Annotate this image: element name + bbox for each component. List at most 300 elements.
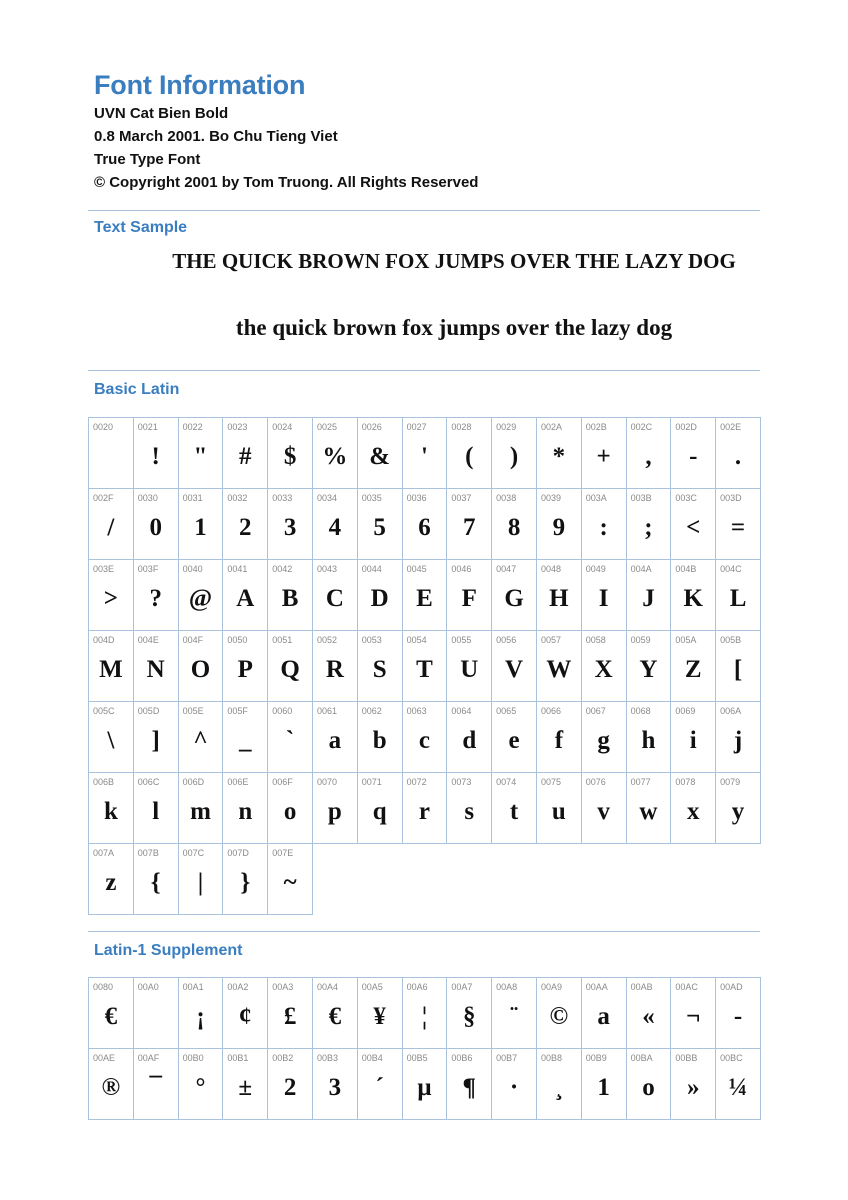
glyph-character: w [639,798,658,825]
glyph-cell [133,1049,178,1120]
glyph-character: h [641,727,656,754]
glyph-character: a [597,1003,610,1030]
glyph-cell [178,1049,223,1120]
glyph-codepoint: 0038 [496,493,517,503]
glyph-codepoint: 0043 [316,564,338,574]
glyph-cell [447,1049,492,1120]
glyph-codepoint: 0053 [361,635,382,645]
glyph-codepoint: 00AE [93,1053,116,1063]
section-heading-text-sample: Text Sample [94,219,188,236]
glyph-character: J [642,585,655,612]
glyph-codepoint: 0031 [182,493,203,503]
glyph-character: ` [285,727,295,754]
glyph-cell [671,773,716,844]
empty-cell [671,844,716,915]
glyph-cell [581,978,626,1049]
glyph-codepoint: 0033 [272,493,293,503]
glyph-codepoint: 0042 [272,564,293,574]
glyph-cell [492,773,537,844]
glyph-character: G [504,585,524,612]
glyph-codepoint: 0022 [182,422,203,432]
glyph-codepoint: 0035 [361,493,382,503]
glyph-character: X [594,656,613,683]
glyph-codepoint: 0066 [540,706,561,716]
glyph-character: M [99,656,123,683]
glyph-cell [716,978,761,1049]
glyph-character: ¯ [149,1074,162,1101]
glyph-character: @ [188,585,213,612]
glyph-cell [178,702,223,773]
empty-cell [447,844,492,915]
glyph-codepoint: 0073 [451,777,472,787]
glyph-codepoint: 0020 [93,422,114,432]
glyph-codepoint: 00A3 [272,982,294,992]
glyph-cell [671,560,716,631]
glyph-codepoint: 0026 [361,422,382,432]
glyph-character: \ [107,727,115,754]
glyph-codepoint: 0063 [406,706,427,716]
glyph-cell [671,631,716,702]
glyph-codepoint: 00A7 [451,982,473,992]
glyph-cell [536,702,581,773]
glyph-character: s [464,798,475,825]
glyph-codepoint: 00AB [630,982,653,992]
glyph-cell [268,978,313,1049]
glyph-codepoint: 00B4 [361,1053,383,1063]
glyph-cell [133,702,178,773]
glyph-codepoint: 00AF [137,1053,160,1063]
glyph-character: © [549,1003,569,1030]
glyph-codepoint: 006C [137,777,160,787]
glyph-character: 3 [283,514,297,541]
glyph-character: y [731,798,745,825]
glyph-character: x [687,798,700,825]
glyph-character: « [642,1003,655,1030]
glyph-cell [581,489,626,560]
glyph-codepoint: 0045 [406,564,427,574]
glyph-codepoint: 00B1 [227,1053,249,1063]
empty-cell [312,844,357,915]
glyph-character: ¬ [686,1003,701,1030]
glyph-cell [492,631,537,702]
glyph-cell [447,631,492,702]
glyph-codepoint: 0079 [720,777,741,787]
glyph-row [89,702,761,773]
glyph-codepoint: 0075 [540,777,561,787]
glyph-cell [402,631,447,702]
glyph-cell [447,560,492,631]
glyph-character: K [683,585,703,612]
glyph-codepoint: 0032 [227,493,248,503]
glyph-cell [178,978,223,1049]
glyph-cell [223,702,268,773]
glyph-codepoint: 0047 [496,564,517,574]
glyph-cell [581,418,626,489]
glyph-codepoint: 00B6 [451,1053,473,1063]
glyph-codepoint: 0029 [496,422,517,432]
glyph-row [89,560,761,631]
glyph-codepoint: 007B [137,848,159,858]
glyph-cell [492,702,537,773]
empty-cell [402,844,447,915]
glyph-character: | [197,869,204,896]
glyph-cell [312,418,357,489]
page-title: Font Information [94,70,306,100]
glyph-character: £ [283,1003,297,1030]
glyph-character: ? [149,585,162,612]
glyph-cell [357,418,402,489]
glyph-character: I [598,585,609,612]
section-heading-latin1: Latin-1 Supplement [94,942,243,959]
glyph-cell [716,631,761,702]
glyph-character: ¸ [554,1074,564,1101]
glyph-row [89,418,761,489]
font-type: True Type Font [94,151,201,168]
glyph-character: % [322,443,348,470]
glyph-codepoint: 004D [93,635,115,645]
glyph-codepoint: 0055 [451,635,472,645]
glyph-cell [447,773,492,844]
glyph-character: o [283,798,297,825]
glyph-character: 0 [149,514,162,541]
glyph-codepoint: 0025 [316,422,338,432]
glyph-character: / [107,514,115,541]
glyph-character: . [734,443,742,470]
glyph-cell [268,702,313,773]
empty-cell [581,844,626,915]
glyph-cell [312,1049,357,1120]
glyph-codepoint: 0060 [272,706,293,716]
glyph-codepoint: 0069 [675,706,696,716]
glyph-cell [223,1049,268,1120]
glyph-codepoint: 003C [675,493,697,503]
glyph-character: { [150,869,161,896]
glyph-codepoint: 005E [182,706,204,716]
glyph-codepoint: 00AC [675,982,698,992]
glyph-cell [89,1049,134,1120]
glyph-character: " [193,443,208,470]
glyph-cell [89,418,134,489]
glyph-character: ) [509,443,519,470]
glyph-cell [178,631,223,702]
font-name: UVN Cat Bien Bold [94,105,229,122]
glyph-character: · [509,1074,519,1101]
glyph-character: # [239,443,252,470]
glyph-character: [ [733,656,743,683]
glyph-cell [312,773,357,844]
glyph-cell [581,702,626,773]
glyph-character: S [372,656,387,683]
glyph-codepoint: 0052 [316,635,338,645]
glyph-character: ¶ [462,1074,477,1101]
glyph-cell [268,1049,313,1120]
glyph-character: Z [684,656,702,683]
glyph-cell [357,560,402,631]
glyph-character: 9 [552,514,566,541]
glyph-codepoint: 004B [675,564,697,574]
glyph-cell [581,560,626,631]
divider [88,210,760,211]
glyph-cell [133,978,178,1049]
glyph-cell [716,489,761,560]
glyph-cell [671,418,716,489]
glyph-codepoint: 0036 [406,493,427,503]
glyph-codepoint: 00A6 [406,982,428,992]
glyph-character: 1 [194,514,207,541]
glyph-codepoint: 0065 [496,706,517,716]
glyph-cell [626,1049,671,1120]
glyph-cell [223,489,268,560]
glyph-character: d [462,727,477,754]
font-version: 0.8 March 2001. Bo Chu Tieng Viet [94,128,338,145]
empty-cell [626,844,671,915]
glyph-cell [536,489,581,560]
glyph-character: r [418,798,431,825]
glyph-cell [312,978,357,1049]
glyph-cell [671,702,716,773]
glyph-codepoint: 006A [720,706,742,716]
glyph-cell [133,418,178,489]
glyph-codepoint: 0076 [585,777,606,787]
glyph-cell [492,1049,537,1120]
glyph-cell [492,560,537,631]
glyph-character: v [597,798,610,825]
glyph-codepoint: 00A0 [137,982,159,992]
glyph-codepoint: 0058 [585,635,606,645]
glyph-codepoint: 0034 [316,493,338,503]
glyph-character: 7 [463,514,476,541]
glyph-character: a [328,727,342,754]
glyph-row [89,631,761,702]
glyph-codepoint: 00B0 [182,1053,204,1063]
glyph-cell [268,844,313,915]
glyph-cell [402,1049,447,1120]
glyph-codepoint: 00AA [585,982,608,992]
glyph-cell [89,844,134,915]
glyph-codepoint: 00B2 [272,1053,294,1063]
glyph-character: ] [151,727,160,754]
glyph-cell [133,560,178,631]
glyph-codepoint: 0072 [406,777,427,787]
glyph-cell [89,560,134,631]
glyph-codepoint: 0062 [361,706,382,716]
glyph-cell [402,773,447,844]
glyph-codepoint: 006B [93,777,115,787]
glyph-codepoint: 007E [272,848,294,858]
glyph-cell [447,978,492,1049]
glyph-character: - [733,1003,743,1030]
glyph-cell [581,1049,626,1120]
glyph-character: j [733,727,743,754]
glyph-codepoint: 005B [720,635,742,645]
glyph-cell [716,1049,761,1120]
glyph-codepoint: 002D [675,422,697,432]
glyph-cell [357,978,402,1049]
glyph-codepoint: 0039 [540,493,561,503]
glyph-codepoint: 007C [182,848,205,858]
glyph-character: ¨ [509,1003,519,1030]
glyph-cell [626,773,671,844]
glyph-character: V [505,656,524,683]
glyph-cell [89,631,134,702]
glyph-codepoint: 004F [182,635,204,645]
glyph-character: t [509,798,519,825]
glyph-codepoint: 0030 [137,493,158,503]
glyph-character: _ [239,727,252,754]
glyph-codepoint: 00B5 [406,1053,428,1063]
glyph-cell [716,560,761,631]
glyph-cell [447,702,492,773]
glyph-character: = [730,514,746,541]
glyph-codepoint: 006E [227,777,249,787]
glyph-cell [268,560,313,631]
glyph-codepoint: 0050 [227,635,248,645]
glyph-character: + [596,443,611,470]
glyph-character: D [370,585,389,612]
glyph-codepoint: 0068 [630,706,651,716]
glyph-cell [133,631,178,702]
glyph-cell [312,560,357,631]
glyph-cell [536,560,581,631]
glyph-character: C [325,585,344,612]
glyph-cell [492,418,537,489]
glyph-codepoint: 00BA [630,1053,653,1063]
glyph-cell [626,489,671,560]
glyph-character: F [461,585,477,612]
glyph-cell [671,489,716,560]
glyph-cell [357,773,402,844]
glyph-codepoint: 00B3 [316,1053,339,1063]
glyph-character: ¡ [196,1003,205,1030]
glyph-character: ¢ [239,1003,252,1030]
glyph-character: P [237,656,253,683]
glyph-character: € [104,1003,118,1030]
glyph-character: k [103,798,118,825]
glyph-codepoint: 0078 [675,777,696,787]
glyph-cell [178,560,223,631]
glyph-cell [178,418,223,489]
glyph-character: i [689,727,697,754]
glyph-codepoint: 004A [630,564,652,574]
glyph-character: Y [639,656,658,683]
empty-cell [357,844,402,915]
glyph-cell [223,773,268,844]
glyph-codepoint: 00A9 [540,982,562,992]
glyph-codepoint: 00BB [675,1053,698,1063]
sample-uppercase: THE QUICK BROWN FOX JUMPS OVER THE LAZY DOG [172,249,736,273]
glyph-codepoint: 00A8 [496,982,518,992]
glyph-codepoint: 0064 [451,706,472,716]
glyph-cell [492,489,537,560]
glyph-cell [223,978,268,1049]
glyph-cell [626,631,671,702]
glyph-codepoint: 00A1 [182,982,204,992]
empty-cell [492,844,537,915]
glyph-character: f [554,727,564,754]
glyph-codepoint: 003D [720,493,742,503]
sample-lowercase: the quick brown fox jumps over the lazy dog [235,315,673,340]
glyph-character: N [146,656,165,683]
glyph-character: z [105,869,117,896]
glyph-cell [447,489,492,560]
glyph-codepoint: 00A5 [361,982,383,992]
glyph-codepoint: 0049 [585,564,606,574]
glyph-cell [357,489,402,560]
glyph-character: ° [195,1074,206,1101]
glyph-character: 2 [283,1074,297,1101]
glyph-row [89,978,761,1049]
glyph-cell [492,978,537,1049]
glyph-codepoint: 003E [93,564,115,574]
glyph-character: 6 [418,514,431,541]
glyph-character: € [328,1003,342,1030]
glyph-character: l [152,798,160,825]
glyph-character: R [325,656,344,683]
glyph-codepoint: 002E [720,422,742,432]
glyph-character: $ [283,443,297,470]
glyph-character: & [369,443,391,470]
empty-cell [536,844,581,915]
divider [88,931,760,932]
glyph-character: o [642,1074,655,1101]
glyph-character: ^ [193,727,208,754]
glyph-character: § [463,1003,476,1030]
glyph-row [89,773,761,844]
glyph-cell [626,560,671,631]
glyph-codepoint: 003F [137,564,159,574]
glyph-cell [357,1049,402,1120]
glyph-character: q [372,798,387,825]
glyph-character: U [460,656,479,683]
glyph-row [89,1049,761,1120]
glyph-character: n [238,798,253,825]
glyph-character: » [687,1074,700,1101]
glyph-cell [402,560,447,631]
glyph-character: B [281,585,299,612]
glyph-character: : [599,514,608,541]
glyph-cell [716,702,761,773]
glyph-codepoint: 00AD [720,982,743,992]
glyph-codepoint: 005F [227,706,248,716]
glyph-character: ( [465,443,474,470]
glyph-cell [89,773,134,844]
glyph-codepoint: 0077 [630,777,651,787]
glyph-codepoint: 0021 [137,422,158,432]
glyph-codepoint: 0061 [316,706,338,716]
glyph-character: m [190,798,211,825]
glyph-cell [402,978,447,1049]
glyph-character: ; [644,514,653,541]
glyph-cell [402,489,447,560]
glyph-character: ± [238,1074,253,1101]
glyph-codepoint: 0067 [585,706,606,716]
glyph-codepoint: 0054 [406,635,427,645]
glyph-cell [402,418,447,489]
glyph-cell [536,1049,581,1120]
glyph-character: 1 [597,1074,610,1101]
glyph-character: W [546,656,572,683]
glyph-cell [671,978,716,1049]
glyph-codepoint: 006F [272,777,293,787]
glyph-cell [716,418,761,489]
empty-cell [716,844,761,915]
glyph-character: * [552,443,566,470]
glyph-codepoint: 002F [93,493,114,503]
glyph-character: c [418,727,431,754]
glyph-cell [223,418,268,489]
glyph-character: 5 [373,514,386,541]
glyph-character: ' [421,443,428,470]
